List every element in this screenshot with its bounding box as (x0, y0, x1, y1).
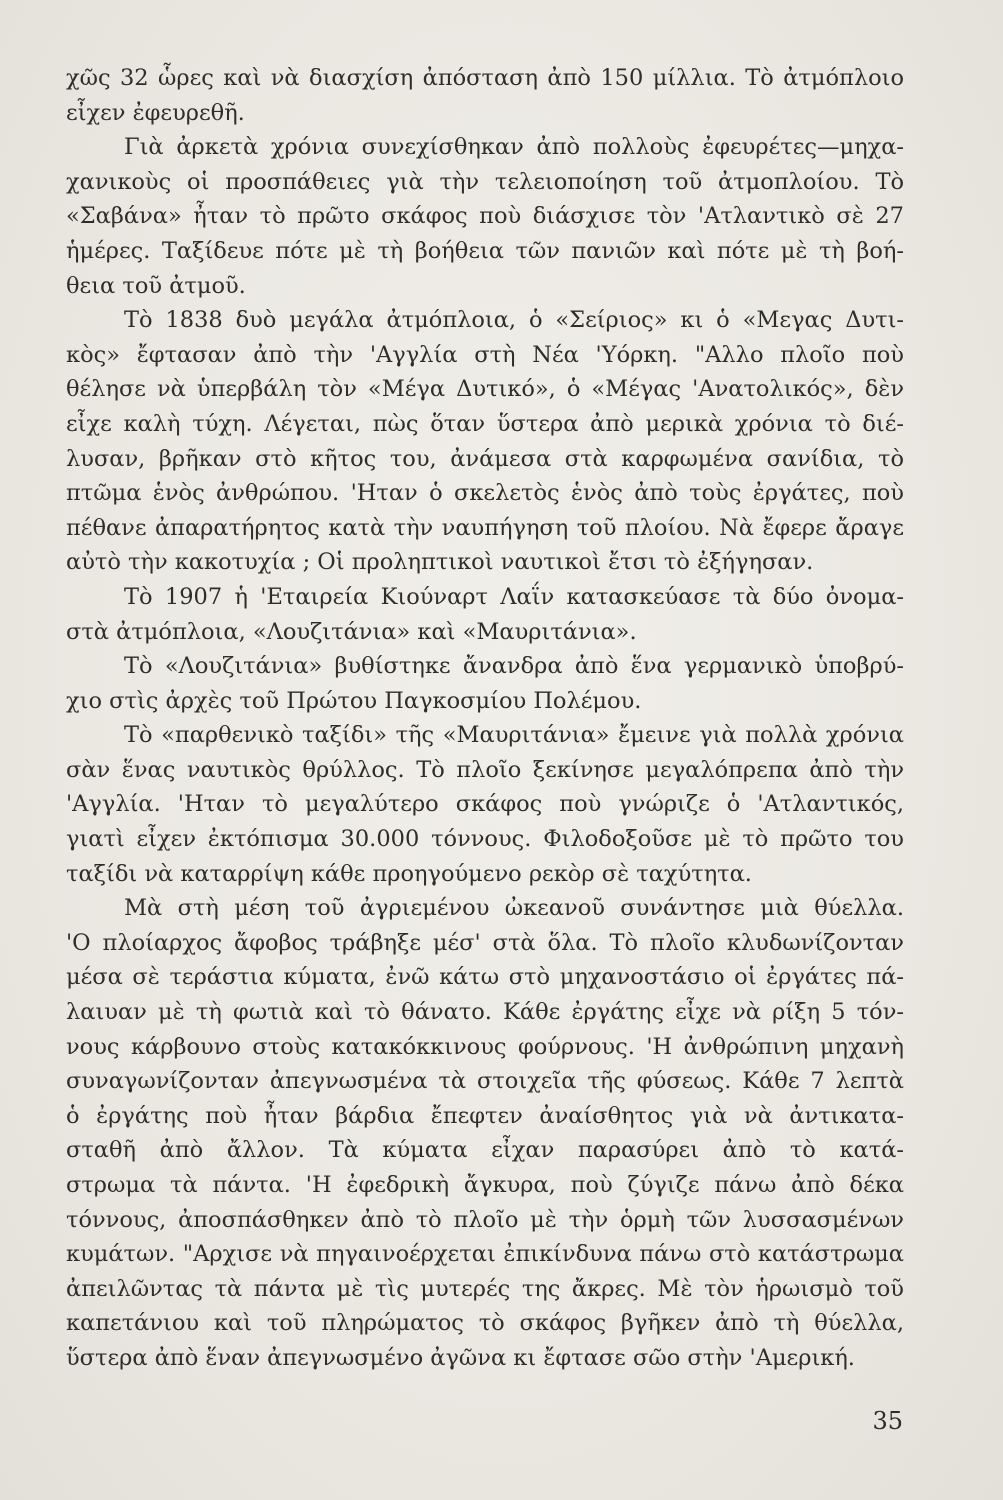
text-line: ἡμέρες. Ταξίδευε πότε μὲ τὴ βοήθεια τῶν πανιῶν καὶ πότε μὲ τὴ βοή- (66, 237, 904, 264)
text-line: κὸς» ἔφτασαν ἀπὸ τὴν 'Αγγλία στὴ Νέα 'Υόρκη. "Αλλο πλοῖο ποὺ (66, 341, 904, 368)
paragraph (66, 649, 904, 718)
text-line: στρωμα τὰ πάντα. 'Η ἐφεδρικὴ ἄγκυρα, ποὺ ζύγιζε πάνω ἀπὸ δέκα (66, 1172, 904, 1198)
paragraph (66, 718, 904, 891)
text-line: χανικοὺς οἱ προσπάθειες γιὰ τὴν τελειοποίηση τοῦ ἀτμοπλοίου. Τὸ (66, 168, 904, 195)
body-text (66, 61, 904, 1376)
text-line: Τὸ «Λουζιτάνια» βυθίστηκε ἄνανδρα ἀπὸ ἕνα γερμανικὸ ὑποβρύ- (124, 653, 904, 680)
text-line: λυσαν, βρῆκαν στὸ κῆτος του, ἀνάμεσα στὰ καρφωμένα σανίδια, τὸ (66, 445, 904, 472)
text-line: καπετάνιου καὶ τοῦ πληρώματος τὸ σκάφος βγῆκεν ἀπὸ τὴ θύελλα, (66, 1310, 904, 1337)
text-line: νους κάρβουνο στοὺς κατακόκκινους φούρνους. 'Η ἀνθρώπινη μηχανὴ (66, 1033, 904, 1060)
text-line: 'Αγγλία. 'Ηταν τὸ μεγαλύτερο σκάφος ποὺ γνώριζε ὁ 'Ατλαντικός, (66, 791, 904, 818)
text-line: λαιυαν μὲ τὴ φωτιὰ καὶ τὸ θάνατο. Κάθε ἐργάτης εἶχε νὰ ρίξη 5 τόν- (66, 999, 904, 1026)
text-line: ταξίδι νὰ καταρρίψη κάθε προηγούμενο ρεκὸρ σὲ ταχύτητα. (66, 860, 752, 887)
text-line: θέλησε νὰ ὑπερβάλη τὸν «Μέγα Δυτικό», ὁ «Μέγας 'Ανατολικός», δὲν (66, 376, 904, 403)
text-line: θεια τοῦ ἀτμοῦ. (66, 272, 246, 299)
text-line: γιατὶ εἶχεν ἐκτόπισμα 30.000 τόννους. Φιλοδοξοῦσε μὲ τὸ πρῶτο του (66, 826, 904, 853)
text-line: μέσα σὲ τεράστια κύματα, ἐνῶ κάτω στὸ μηχανοστάσιο οἱ ἐργάτες πά- (66, 964, 904, 991)
text-line: κυμάτων. "Αρχισε νὰ πηγαινοέρχεται ἐπικίνδυνα πάνω στὸ κατάστρωμα (66, 1241, 904, 1268)
paragraph (66, 61, 904, 130)
text-line: Γιὰ ἀρκετὰ χρόνια συνεχίσθηκαν ἀπὸ πολλοὺς ἐφευρέτες—μηχα- (124, 134, 904, 161)
text-line: σὰν ἕνας ναυτικὸς θρύλλος. Τὸ πλοῖο ξεκίνησε μεγαλόπρεπα ἀπὸ τὴν (66, 756, 904, 783)
text-line: ἀπειλῶντας τὰ πάντα μὲ τὶς μυτερές της ἄκρες. Μὲ τὸν ἡρωισμὸ τοῦ (66, 1275, 904, 1302)
text-line: ὕστερα ἀπὸ ἕναν ἀπεγνωσμένο ἀγῶνα κι ἔφτασε σῶο στὴν 'Αμερική. (66, 1344, 855, 1371)
text-line: τόννους, ἀποσπάσθηκεν ἀπὸ τὸ πλοῖο μὲ τὴν ὁρμὴ τῶν λυσσασμένων (66, 1206, 904, 1233)
text-line: χιο στὶς ἀρχὲς τοῦ Πρώτου Παγκοσμίου Πολέμου. (66, 687, 642, 714)
text-line: εἶχεν ἐφευρεθῆ. (66, 99, 245, 126)
text-line: Τὸ «παρθενικὸ ταξίδι» τῆς «Μαυριτάνια» ἔμεινε γιὰ πολλὰ χρόνια (124, 722, 904, 749)
paragraph (66, 891, 904, 1375)
text-line: «Σαβάνα» ἦταν τὸ πρῶτο σκάφος ποὺ διάσχισε τὸν 'Ατλαντικὸ σὲ 27 (66, 203, 904, 230)
text-line: 'Ο πλοίαρχος ἄφοβος τράβηξε μέσ' στὰ ὅλα. Τὸ πλοῖο κλυδωνίζονταν (66, 929, 904, 956)
text-line: αὐτὸ τὴν κακοτυχία ; Οἱ προληπτικοὶ ναυτικοὶ ἔτσι τὸ ἐξήγησαν. (66, 549, 814, 576)
text-line: Τὸ 1907 ἡ 'Εταιρεία Κιούναρτ Λαΐν κατασκεύασε τὰ δύο ὀνομα- (124, 583, 904, 610)
text-line: συναγωνίζονταν ἀπεγνωσμένα τὰ στοιχεῖα τῆς φύσεως. Κάθε 7 λεπτὰ (66, 1068, 904, 1095)
text-line: Μὰ στὴ μέση τοῦ ἀγριεμένου ὠκεανοῦ συνάντησε μιὰ θύελλα. (124, 895, 904, 922)
text-line: πέθανε ἀπαρατήρητος κατὰ τὴν ναυπήγηση τοῦ πλοίου. Νὰ ἔφερε ἄραγε (66, 514, 904, 541)
text-line: σταθῆ ἀπὸ ἄλλον. Τὰ κύματα εἶχαν παρασύρει ἀπὸ τὸ κατά- (66, 1137, 904, 1164)
paragraph (66, 130, 904, 303)
text-line: πτῶμα ἑνὸς ἀνθρώπου. 'Ηταν ὁ σκελετὸς ἑνὸς ἀπὸ τοὺς ἐργάτες, ποὺ (66, 480, 904, 507)
text-line: στὰ ἀτμόπλοια, «Λουζιτάνια» καὶ «Μαυριτάνια». (66, 618, 637, 645)
text-line: χῶς 32 ὧρες καὶ νὰ διασχίση ἀπόσταση ἀπὸ 150 μίλλια. Τὸ ἀτμόπλοιο (66, 65, 904, 91)
paragraph (66, 580, 904, 649)
text-line: εἶχε καλὴ τύχη. Λέγεται, πὼς ὅταν ὕστερα ἀπὸ μερικὰ χρόνια τὸ διέ- (66, 410, 904, 437)
paragraph (66, 303, 904, 580)
text-line: Τὸ 1838 δυὸ μεγάλα ἀτμόπλοια, ὁ «Σείριος» κι ὁ «Μεγας Δυτι- (124, 307, 904, 334)
page-number: 35 (872, 1407, 903, 1435)
text-line: ὁ ἐργάτης ποὺ ἦταν βάρδια ἔπεφτεν ἀναίσθητος γιὰ νὰ ἀντικατα- (66, 1102, 904, 1129)
